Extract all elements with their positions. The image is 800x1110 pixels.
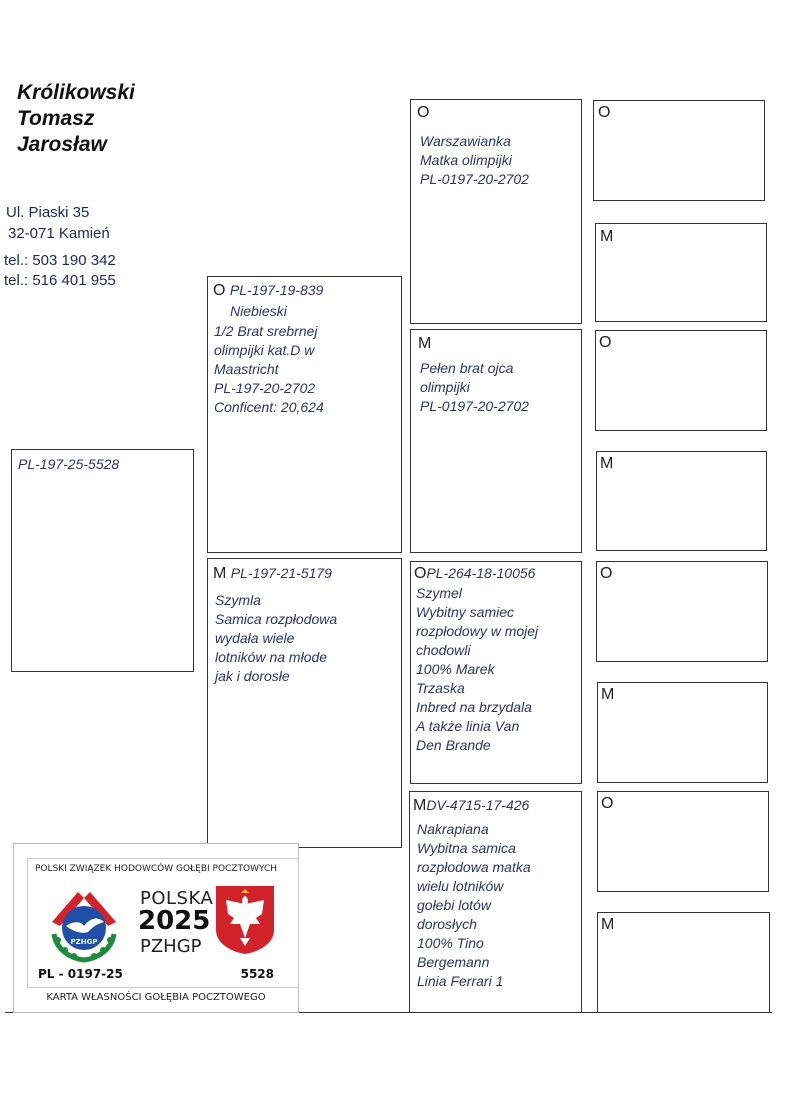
- gg-sex-3: O: [599, 334, 612, 351]
- owner-first-name: Tomasz: [17, 107, 95, 130]
- mother-ring: PL-197-21-5179: [230, 565, 332, 581]
- ownership-card: [13, 843, 299, 1013]
- gg-sex-4: M: [600, 455, 614, 472]
- owner-city: 32-071 Kamień: [8, 225, 110, 242]
- gg-box-4: [596, 451, 767, 551]
- fm-sex: M: [418, 335, 432, 352]
- mf-ring: PL-264-18-10056: [426, 565, 536, 581]
- mother-sex: M: [213, 565, 227, 582]
- granddam-paternal-box: [410, 329, 582, 553]
- gg-box-8: [597, 912, 770, 1013]
- card-header: POLSKI ZWIĄZEK HODOWCÓW GOŁĘBI POCZTOWYCH: [34, 864, 278, 874]
- gg-box-3: [595, 330, 767, 431]
- gg-box-5: [596, 561, 768, 662]
- card-year: 2025: [138, 906, 211, 936]
- gg-sex-7: O: [601, 795, 614, 812]
- gg-sex-6: M: [601, 686, 615, 703]
- gg-box-2: [595, 223, 767, 322]
- mother-details: Szymla Samica rozpłodowa wydała wiele lotników na młode jak i dorosłe: [215, 592, 338, 684]
- card-serial: 5528: [240, 967, 274, 981]
- gg-box-1: [593, 100, 765, 201]
- owner-second-name: Jarosław: [17, 133, 107, 156]
- card-org: PZHGP: [140, 936, 202, 957]
- mm-sex: M: [413, 797, 427, 814]
- gg-box-6: [597, 682, 768, 783]
- grandsire-paternal-box: [410, 99, 582, 324]
- pzhgp-logo-icon: [38, 882, 130, 964]
- grandsire-maternal-box: [410, 561, 582, 784]
- subject-ring: PL-197-25-5528: [18, 456, 120, 472]
- logo-text: PZHGP: [70, 938, 98, 946]
- gg-sex-5: O: [600, 565, 613, 582]
- fm-notes: Pełen brat ojca olimpijki PL-0197-20-2702: [420, 360, 529, 414]
- subject-pigeon-box: [11, 449, 194, 672]
- card-country: POLSKA: [140, 888, 214, 909]
- mf-notes: Szymel Wybitny samiec rozpłodowy w mojej chodowli 100% Marek Trzaska Inbred na brzydala A także linia Van Den Brande: [416, 585, 539, 753]
- father-box: [207, 276, 402, 553]
- gg-box-7: [597, 791, 769, 892]
- father-ring: PL-197-19-839: [229, 282, 324, 298]
- card-ring-number: PL - 0197-25: [38, 967, 123, 981]
- owner-street: Ul. Piaski 35: [6, 204, 90, 221]
- ff-sex: O: [417, 104, 430, 121]
- owner-phone-2: tel.: 516 401 955: [4, 272, 116, 289]
- gg-sex-8: M: [601, 916, 615, 933]
- mf-sex: O: [414, 565, 427, 582]
- owner-phone-1: tel.: 503 190 342: [4, 252, 116, 269]
- owner-name: [17, 80, 135, 158]
- mm-notes: Nakrapiana Wybitna samica rozpłodowa matka wielu lotników gołebi lotów dorosłych 100% Tino Bergemann Linia Ferrari 1: [417, 821, 531, 989]
- mother-box: [207, 558, 402, 848]
- gg-sex-1: O: [598, 104, 611, 121]
- gg-sex-2: M: [600, 228, 614, 245]
- card-footer: KARTA WŁASNOŚCI GOŁĘBIA POCZTOWEGO: [46, 992, 266, 1003]
- father-sex: O: [213, 282, 226, 299]
- owner-surname: Królikowski: [17, 81, 135, 104]
- father-notes: 1/2 Brat srebrnej olimpijki kat.D w Maastricht PL-197-20-2702 Conficent: 20,624: [214, 323, 324, 415]
- mm-ring: DV-4715-17-426: [426, 797, 530, 813]
- father-color: Niebieski: [230, 303, 287, 319]
- polish-eagle-crest-icon: [214, 884, 276, 956]
- mother-color: Szymla: [215, 592, 261, 608]
- granddam-maternal-box: [409, 791, 582, 1013]
- ff-notes: Warszawianka Matka olimpijki PL-0197-20-2702: [420, 133, 529, 187]
